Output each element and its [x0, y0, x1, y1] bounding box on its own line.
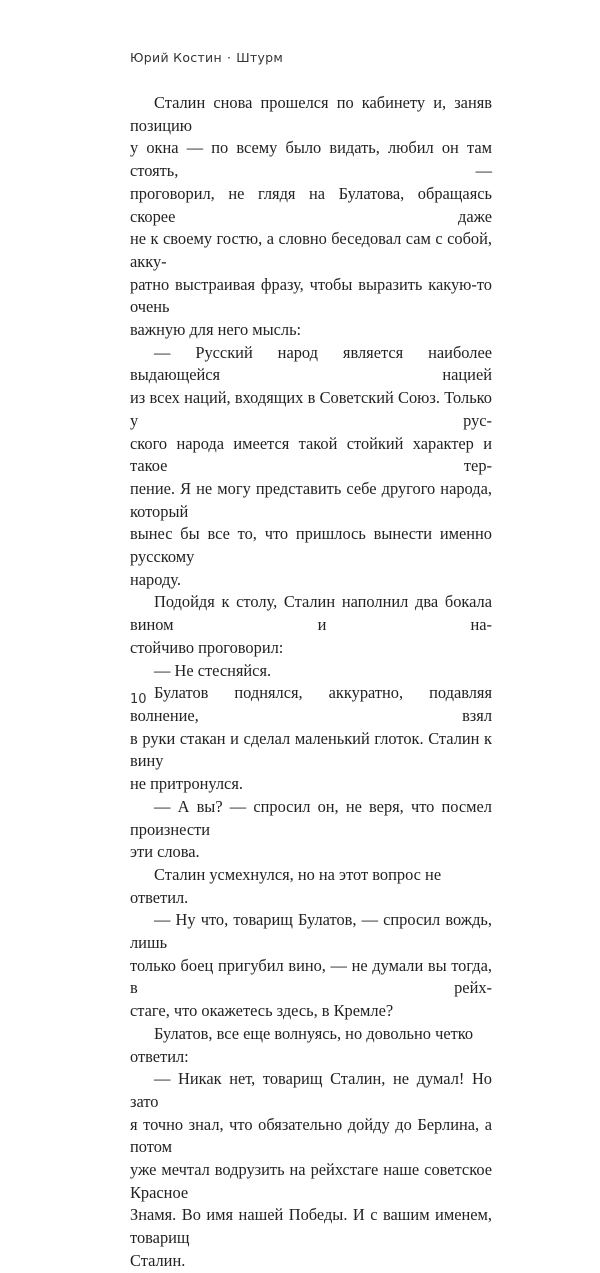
line: вынес бы все то, что пришлось вынести именно русскому — [130, 524, 492, 567]
line: Сталин усмехнулся, но на этот вопрос не ответил. — [130, 864, 442, 907]
line: Знамя. Во имя нашей Победы. И с вашим именем, товарищ — [130, 1205, 492, 1248]
paragraph-2-last-line — [130, 569, 492, 592]
line: у окна — по всему было видать, любил он там стоять, — — [130, 138, 492, 181]
line: пение. Я не могу представить себе другого народа, который — [130, 478, 492, 521]
paragraph-4 — [130, 660, 492, 683]
paragraph-10 — [130, 1068, 492, 1250]
line: Булатов поднялся, аккуратно, подавляя волнение, взял — [130, 683, 492, 725]
line: я точно знал, что обязательно дойду до Берлина, а потом — [130, 1114, 492, 1157]
paragraph-8 — [130, 909, 492, 1000]
line: Сталин снова прошелся по кабинету и, заняв позицию — [130, 93, 492, 135]
paragraph-3-last-line — [130, 637, 492, 660]
line: в руки стакан и сделал маленький глоток. Сталин к вину — [130, 728, 492, 771]
line: народу. — [130, 569, 181, 589]
paragraph-6-last-line — [130, 841, 492, 864]
line: стойчиво проговорил: — [130, 637, 284, 657]
paragraph-10-last-line — [130, 1250, 492, 1273]
line: из всех наций, входящих в Советский Союз. Только у рус- — [130, 388, 492, 430]
line: стаге, что окажетесь здесь, в Кремле? — [130, 1001, 394, 1021]
running-head-author: Юрий Костин — [130, 50, 222, 65]
line: — Русский народ является наиболее выдающейся нацией — [130, 342, 492, 385]
line: — Не стесняйся. — [154, 660, 272, 680]
paragraph-5-last-line — [130, 773, 492, 796]
line: Булатов, все еще волнуясь, но довольно четко ответил: — [130, 1023, 474, 1066]
line: не притронулся. — [130, 774, 243, 794]
paragraph-2 — [130, 342, 492, 569]
paragraph-1-last-line — [130, 319, 492, 342]
line: только боец пригубил вино, — не думали вы тогда, в рейх- — [130, 955, 492, 998]
paragraph-1 — [130, 92, 492, 319]
line: ского народа имеется такой стойкий характер и такое тер- — [130, 433, 492, 476]
line: уже мечтал водрузить на рейхстаге наше советское Красное — [130, 1160, 492, 1202]
body-text — [130, 92, 492, 1273]
running-head — [130, 50, 283, 65]
line: проговорил, не глядя на Булатова, обращаясь скорее даже — [130, 183, 492, 226]
line: Подойдя к столу, Сталин наполнил два бокала вином и на- — [130, 592, 492, 635]
line: эти слова. — [130, 842, 200, 862]
line: не к своему гостю, а словно беседовал сам с собой, акку- — [130, 229, 492, 271]
page-number: 10 — [130, 692, 147, 707]
line: — Ну что, товарищ Булатов, — спросил вождь, лишь — [130, 910, 492, 953]
line: — Никак нет, товарищ Сталин, не думал! Но зато — [130, 1069, 492, 1111]
paragraph-7 — [130, 864, 492, 909]
paragraph-8-last-line — [130, 1000, 492, 1023]
paragraph-9 — [130, 1023, 492, 1068]
line: важную для него мысль: — [130, 320, 302, 340]
running-head-separator: · — [226, 50, 232, 65]
paragraph-3 — [130, 591, 492, 636]
paragraph-6 — [130, 796, 492, 841]
running-head-title: Штурм — [236, 50, 284, 65]
paragraph-5 — [130, 682, 492, 773]
line: ратно выстраивая фразу, чтобы выразить какую-то очень — [130, 274, 492, 317]
line: Сталин. — [130, 1250, 186, 1270]
line: — А вы? — спросил он, не веря, что посмел произнести — [130, 796, 492, 839]
